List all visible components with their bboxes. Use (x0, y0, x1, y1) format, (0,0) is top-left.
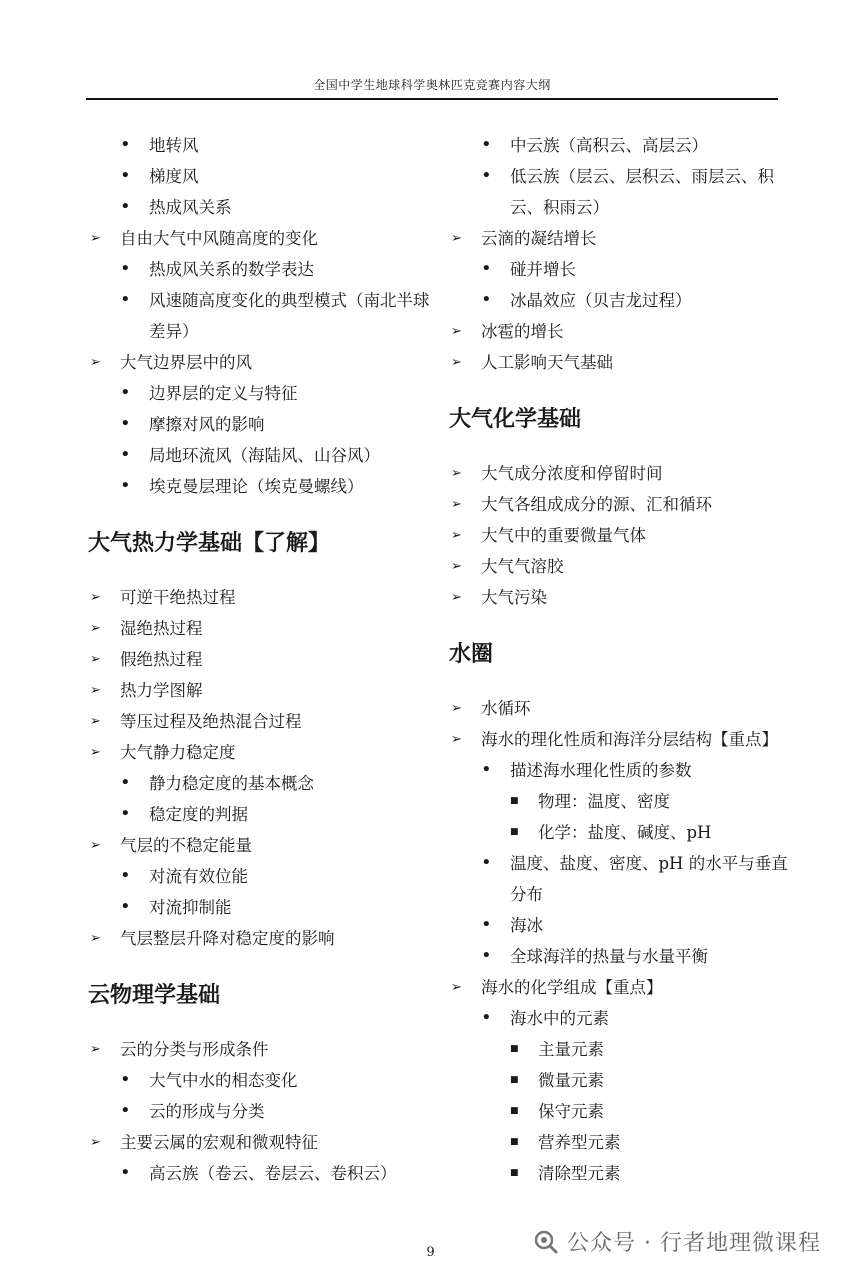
arrow-bullet-icon: ➢ (451, 732, 462, 747)
outline-item-level-3 (449, 1034, 849, 1065)
outline-item-level-1 (88, 582, 458, 613)
outline-item-level-2 (88, 1065, 458, 1096)
outline-item-level-2 (88, 409, 458, 440)
section-heading: 大气热力学基础【了解】 (88, 531, 331, 556)
outline-item-level-1 (449, 972, 849, 1003)
outline-item-level-2 (88, 161, 458, 192)
arrow-bullet-icon: ➢ (451, 701, 462, 716)
outline-item-level-1 (88, 675, 458, 706)
arrow-bullet-icon: ➢ (90, 231, 101, 246)
dot-bullet-icon: • (120, 803, 131, 824)
outline-item-level-2 (88, 440, 458, 471)
dot-bullet-icon: • (120, 772, 131, 793)
outline-item-text: 地转风 (149, 136, 199, 155)
arrow-bullet-icon: ➢ (451, 355, 462, 370)
outline-item-text: 埃克曼层理论（埃克曼螺线） (149, 477, 364, 496)
outline-item-text: 保守元素 (538, 1102, 604, 1121)
outline-item-level-1 (88, 706, 458, 737)
square-bullet-icon: ■ (510, 1106, 519, 1116)
arrow-bullet-icon: ➢ (451, 528, 462, 543)
outline-item-text: 冰晶效应（贝吉龙过程） (510, 291, 692, 310)
outline-item-level-2 (449, 1003, 849, 1034)
outline-item-text: 碰并增长 (510, 260, 576, 279)
outline-item-text: 大气气溶胶 (481, 557, 564, 576)
outline-item-level-2 (88, 378, 458, 409)
dot-bullet-icon: • (120, 165, 131, 186)
dot-bullet-icon: • (120, 444, 131, 465)
outline-item-text: 海水的理化性质和海洋分层结构【重点】 (481, 730, 778, 749)
outline-item-level-1 (88, 613, 458, 644)
outline-item-level-2 (88, 130, 458, 161)
outline-item-level-1 (449, 316, 849, 347)
outline-item-level-3 (449, 817, 849, 848)
outline-item-text: 等压过程及绝热混合过程 (120, 712, 302, 731)
square-bullet-icon: ■ (510, 827, 519, 837)
outline-item-level-2 (88, 1096, 458, 1127)
outline-item-level-2 (88, 285, 458, 347)
outline-item-text: 梯度风 (149, 167, 199, 186)
dot-bullet-icon: • (481, 852, 492, 873)
arrow-bullet-icon: ➢ (451, 497, 462, 512)
dot-bullet-icon: • (120, 865, 131, 886)
arrow-bullet-icon: ➢ (451, 231, 462, 246)
outline-item-level-2 (449, 254, 849, 285)
outline-item-text: 海水中的元素 (510, 1009, 609, 1028)
outline-item-text: 描述海水理化性质的参数 (510, 761, 692, 780)
section-heading: 水圈 (449, 642, 494, 667)
dot-bullet-icon: • (120, 289, 131, 310)
arrow-bullet-icon: ➢ (451, 559, 462, 574)
outline-item-level-2 (449, 285, 849, 316)
outline-item-level-1 (88, 347, 458, 378)
dot-bullet-icon: • (481, 1007, 492, 1028)
outline-item-level-2 (449, 910, 849, 941)
outline-item-level-1 (449, 582, 849, 613)
dot-bullet-icon: • (481, 945, 492, 966)
outline-item-level-1 (88, 1034, 458, 1065)
arrow-bullet-icon: ➢ (90, 355, 101, 370)
dot-bullet-icon: • (481, 914, 492, 935)
arrow-bullet-icon: ➢ (90, 683, 101, 698)
outline-item-text: 高云族（卷云、卷层云、卷积云） (149, 1164, 397, 1183)
outline-item-text: 静力稳定度的基本概念 (149, 774, 314, 793)
outline-item-text: 热成风关系的数学表达 (149, 260, 314, 279)
outline-item-text: 稳定度的判据 (149, 805, 248, 824)
outline-item-text: 湿绝热过程 (120, 619, 203, 638)
outline-item-level-3 (449, 1065, 849, 1096)
arrow-bullet-icon: ➢ (90, 1042, 101, 1057)
outline-item-text: 对流抑制能 (149, 898, 232, 917)
arrow-bullet-icon: ➢ (90, 590, 101, 605)
outline-item-text: 主要云属的宏观和微观特征 (120, 1133, 318, 1152)
dot-bullet-icon: • (120, 134, 131, 155)
outline-item-level-1 (449, 724, 849, 755)
dot-bullet-icon: • (481, 134, 492, 155)
outline-item-level-2 (88, 861, 458, 892)
arrow-bullet-icon: ➢ (90, 1135, 101, 1150)
dot-bullet-icon: • (481, 165, 492, 186)
outline-item-text: 云滴的凝结增长 (481, 229, 597, 248)
outline-item-level-2 (88, 192, 458, 223)
outline-item-level-1 (449, 551, 849, 582)
outline-item-text: 大气中的重要微量气体 (481, 526, 646, 545)
square-bullet-icon: ■ (510, 1075, 519, 1085)
arrow-bullet-icon: ➢ (90, 931, 101, 946)
page-header-title: 全国中学生地球科学奥林匹克竞赛内容大纲 (313, 78, 551, 92)
right-column (449, 130, 849, 1189)
outline-item-text: 人工影响天气基础 (481, 353, 613, 372)
outline-item-level-1 (449, 520, 849, 551)
arrow-bullet-icon: ➢ (451, 466, 462, 481)
arrow-bullet-icon: ➢ (90, 652, 101, 667)
square-bullet-icon: ■ (510, 1137, 519, 1147)
outline-item-level-1 (88, 644, 458, 675)
dot-bullet-icon: • (120, 1100, 131, 1121)
outline-item-level-2 (88, 1158, 458, 1189)
watermark-text: 公众号 · 行者地理微课程 (567, 1231, 821, 1256)
outline-item-text: 云的分类与形成条件 (120, 1040, 269, 1059)
outline-item-level-1 (88, 737, 458, 768)
dot-bullet-icon: • (120, 196, 131, 217)
outline-item-level-1 (88, 1127, 458, 1158)
arrow-bullet-icon: ➢ (90, 714, 101, 729)
outline-item-text: 海水的化学组成【重点】 (481, 978, 663, 997)
outline-item-text: 大气静力稳定度 (120, 743, 236, 762)
arrow-bullet-icon: ➢ (451, 590, 462, 605)
outline-item-text: 冰雹的增长 (481, 322, 564, 341)
outline-item-level-1 (88, 830, 458, 861)
outline-item-level-3 (449, 1096, 849, 1127)
square-bullet-icon: ■ (510, 1044, 519, 1054)
dot-bullet-icon: • (120, 382, 131, 403)
outline-item-level-3 (449, 1158, 849, 1189)
outline-item-text: 热成风关系 (149, 198, 232, 217)
outline-item-text: 营养型元素 (538, 1133, 621, 1152)
outline-item-level-1 (88, 923, 458, 954)
arrow-bullet-icon: ➢ (90, 838, 101, 853)
outline-item-text: 局地环流风（海陆风、山谷风） (149, 446, 380, 465)
arrow-bullet-icon: ➢ (451, 324, 462, 339)
outline-item-text: 大气各组成成分的源、汇和循环 (481, 495, 712, 514)
section-heading: 云物理学基础 (88, 983, 221, 1008)
outline-item-level-2 (449, 161, 849, 223)
outline-item-text: 低云族（层云、层积云、雨层云、积云、积雨云） (510, 167, 774, 217)
outline-item-level-1 (449, 489, 849, 520)
outline-item-text: 风速随高度变化的典型模式（南北半球差异） (149, 291, 430, 341)
outline-item-text: 主量元素 (538, 1040, 604, 1059)
outline-item-level-2 (449, 755, 849, 786)
outline-item-level-1 (449, 347, 849, 378)
dot-bullet-icon: • (120, 896, 131, 917)
outline-item-text: 自由大气中风随高度的变化 (120, 229, 318, 248)
outline-item-text: 大气成分浓度和停留时间 (481, 464, 663, 483)
outline-item-level-2 (88, 254, 458, 285)
section-heading: 大气化学基础 (449, 407, 582, 432)
arrow-bullet-icon: ➢ (90, 745, 101, 760)
outline-item-level-2 (88, 768, 458, 799)
dot-bullet-icon: • (120, 413, 131, 434)
arrow-bullet-icon: ➢ (90, 621, 101, 636)
square-bullet-icon: ■ (510, 796, 519, 806)
outline-item-level-1 (449, 693, 849, 724)
outline-item-text: 对流有效位能 (149, 867, 248, 886)
header-rule (86, 98, 778, 100)
outline-item-text: 水循环 (481, 699, 531, 718)
dot-bullet-icon: • (481, 289, 492, 310)
square-bullet-icon: ■ (510, 1168, 519, 1178)
dot-bullet-icon: • (120, 258, 131, 279)
dot-bullet-icon: • (481, 258, 492, 279)
outline-item-text: 海冰 (510, 916, 543, 935)
outline-item-text: 气层整层升降对稳定度的影响 (120, 929, 335, 948)
dot-bullet-icon: • (120, 475, 131, 496)
outline-item-text: 清除型元素 (538, 1164, 621, 1183)
outline-item-text: 摩擦对风的影响 (149, 415, 265, 434)
dot-bullet-icon: • (120, 1162, 131, 1183)
outline-item-text: 物理：温度、密度 (538, 792, 670, 811)
left-column (88, 130, 458, 1189)
outline-item-text: 可逆干绝热过程 (120, 588, 236, 607)
outline-item-level-2 (449, 941, 849, 972)
dot-bullet-icon: • (120, 1069, 131, 1090)
outline-item-level-2 (449, 130, 849, 161)
outline-item-level-1 (449, 223, 849, 254)
outline-item-level-3 (449, 786, 849, 817)
outline-item-level-3 (449, 1127, 849, 1158)
outline-item-text: 热力学图解 (120, 681, 203, 700)
outline-item-level-2 (88, 799, 458, 830)
outline-item-level-2 (449, 848, 849, 910)
outline-item-text: 大气污染 (481, 588, 547, 607)
outline-item-text: 全球海洋的热量与水量平衡 (510, 947, 708, 966)
outline-item-text: 气层的不稳定能量 (120, 836, 252, 855)
outline-item-text: 温度、盐度、密度、pH 的水平与垂直分布 (510, 854, 788, 904)
outline-item-text: 大气边界层中的风 (120, 353, 252, 372)
page-number: 9 (426, 1245, 435, 1260)
outline-item-text: 中云族（高积云、高层云） (510, 136, 708, 155)
outline-item-text: 微量元素 (538, 1071, 604, 1090)
outline-item-level-1 (88, 223, 458, 254)
outline-item-text: 边界层的定义与特征 (149, 384, 298, 403)
outline-item-text: 化学：盐度、碱度、pH (538, 823, 712, 842)
outline-item-level-2 (88, 892, 458, 923)
outline-item-text: 大气中水的相态变化 (149, 1071, 298, 1090)
outline-item-text: 云的形成与分类 (149, 1102, 265, 1121)
dot-bullet-icon: • (481, 759, 492, 780)
outline-item-text: 假绝热过程 (120, 650, 203, 669)
arrow-bullet-icon: ➢ (451, 980, 462, 995)
outline-item-level-2 (88, 471, 458, 502)
outline-item-level-1 (449, 458, 849, 489)
